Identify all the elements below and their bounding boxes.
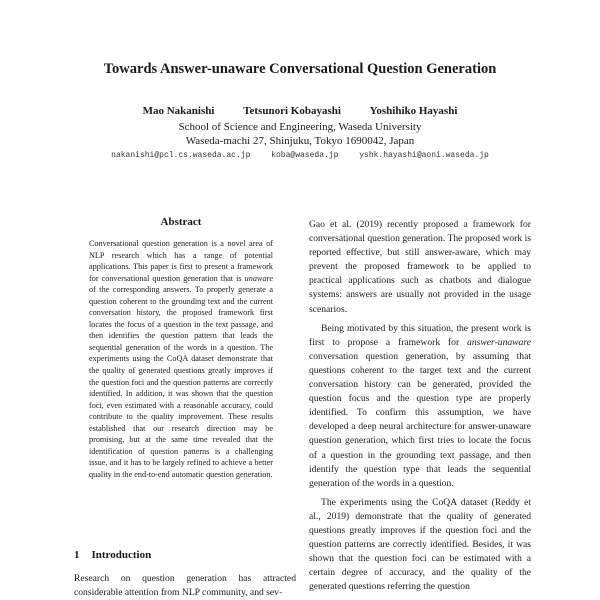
- author-name: Yoshihiko Hayashi: [369, 105, 458, 117]
- paragraph-emphasis: answer-unaware: [467, 336, 531, 348]
- author-list: [0, 105, 600, 117]
- affiliation-address: Waseda-machi 27, Shinjuku, Tokyo 1690042, Japan: [185, 135, 415, 147]
- paragraph-text: Being motivated by this situation, the present work is first to propose a framework for: [309, 322, 531, 348]
- abstract-body: [89, 238, 273, 480]
- abstract-emphasis: unaware: [244, 273, 273, 283]
- abstract-text-part: of the corresponding answers. To properly generate a question coherent to the grounding text and the current conversation history, the proposed framework first locates the focus of a question in the text passage, and then identifies the question pattern that leads the sequential generation of the words in a question. The experiments using the CoQA dataset demonstrate that the quality of generated questions greatly improves if the question foci and the question patterns are correctly identified. In addition, it was shown that the question foci, even estimated with a reasonable accuracy, could contribute to the quality improvement. These results established that our research direction may be promising, but at the same time revealed that the identification of question patterns is a challenging issue, and it has to be largely refined to achieve a better quality in the end-to-end automatic question generation.: [89, 285, 273, 479]
- author-email: yshk.hayashi@aoni.waseda.jp: [359, 151, 489, 160]
- introduction-text: Research on question generation has attracted considerable attention from NLP community, and sev-: [74, 573, 296, 598]
- author-name: Mao Nakanishi: [142, 105, 215, 117]
- paragraph: The experiments using the CoQA dataset (Reddy et al., 2019) demonstrate that the quality of generated questions greatly improves if the question foci and the question patterns are correctly identified. Besides, it was shown that the question foci can be estimated with a certain degree of accuracy, and the quality of the generated questions referring the question: [309, 496, 531, 593]
- abstract-heading: Abstract: [160, 216, 202, 228]
- affiliation-line: School of Science and Engineering, Waseda University: [178, 121, 422, 133]
- abstract-text-part: Conversational question generation is a novel area of NLP research which has a range of potential applications. This paper is first to present a framework for conversational question generation that is: [89, 239, 273, 283]
- abstract-text: [89, 238, 273, 480]
- author-email: koba@waseda.jp: [271, 151, 339, 160]
- paper-title: Towards Answer-unaware Conversational Question Generation: [103, 61, 497, 77]
- section-number: 1: [74, 549, 80, 561]
- section-title: Introduction: [91, 549, 152, 561]
- paragraph-text: conversation question generation, by assuming that questions coherent to the target text and the current conversation history can be generated, provided the question focus and the question type are properly identified. To confirm this assumption, we have developed a deep neural architecture for answer-unaware question generation, which first tries to locate the focus of a question in the grounding text passage, and then identify the question type that leads the sequential generation of the words in a question.: [309, 350, 531, 489]
- paragraph: Gao et al. (2019) recently proposed a framework for conversational question generation. The proposed work is reported effective, but still answer-aware, which may prevent the proposed framework to be applied to practical applications such as chatbots and dialogue systems: answers are usually not provided in the usage scenarios.: [309, 219, 531, 315]
- paragraph: [309, 322, 531, 491]
- author-email: nakanishi@pcl.cs.waseda.ac.jp: [111, 151, 251, 160]
- right-column: [309, 218, 531, 599]
- email-list: [0, 151, 600, 160]
- section-heading-introduction: [74, 549, 151, 561]
- author-name: Tetsunori Kobayashi: [243, 105, 341, 117]
